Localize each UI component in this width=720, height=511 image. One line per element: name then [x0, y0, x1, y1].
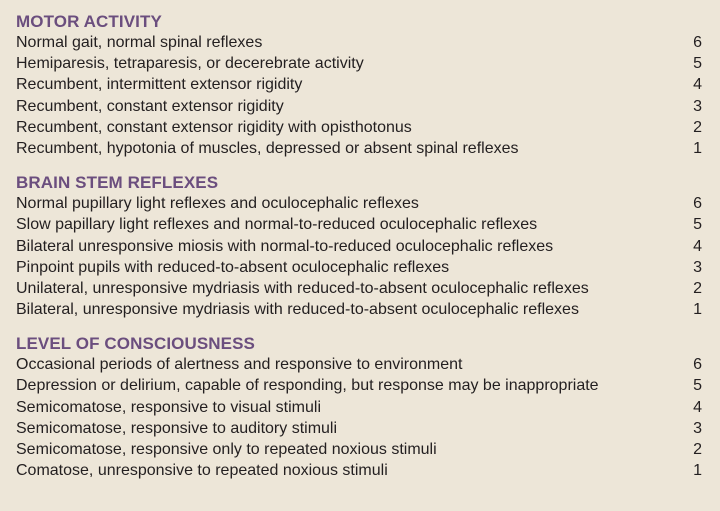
table-row: [16, 74, 702, 95]
table-row: [16, 214, 702, 235]
table-row: [16, 53, 702, 74]
row-score: 1: [693, 301, 702, 319]
row-score: 5: [693, 55, 702, 73]
table-row: [16, 299, 702, 320]
section-level-of-consciousness: [16, 333, 702, 481]
table-row: [16, 138, 702, 159]
table-row: [16, 354, 702, 375]
row-score: 3: [693, 258, 702, 276]
row-description: Normal pupillary light reflexes and oculocephalic reflexes: [16, 195, 419, 213]
row-score: 3: [693, 97, 702, 115]
row-score: 3: [693, 419, 702, 437]
table-row: [16, 193, 702, 214]
table-row: [16, 375, 702, 396]
table-row: [16, 439, 702, 460]
row-score: 6: [693, 34, 702, 51]
table-row: [16, 96, 702, 117]
table-row: [16, 32, 702, 53]
section-title: MOTOR ACTIVITY: [16, 12, 162, 31]
row-score: 4: [693, 76, 702, 94]
row-score: 6: [693, 356, 702, 374]
section-title: BRAIN STEM REFLEXES: [16, 173, 219, 193]
row-description: Bilateral unresponsive miosis with normal-to-reduced oculocephalic reflexes: [16, 237, 554, 255]
row-description: Comatose, unresponsive to repeated noxious stimuli: [16, 462, 388, 480]
row-description: Semicomatose, responsive to auditory stimuli: [16, 419, 338, 437]
row-description: Recumbent, hypotonia of muscles, depressed or absent spinal reflexes: [16, 139, 519, 157]
section-title: LEVEL OF CONSCIOUSNESS: [16, 334, 255, 354]
row-description: Normal gait, normal spinal reflexes: [16, 34, 263, 51]
row-score: 1: [693, 462, 702, 480]
row-score: 4: [693, 398, 702, 416]
table-row: [16, 257, 702, 278]
row-description: Semicomatose, responsive to visual stimuli: [16, 398, 322, 416]
row-score: 2: [693, 118, 702, 136]
row-score: 1: [693, 139, 702, 157]
section-brain-stem-reflexes: [16, 172, 702, 320]
row-score: 5: [693, 377, 702, 395]
row-description: Pinpoint pupils with reduced-to-absent oculocephalic reflexes: [16, 258, 450, 276]
table-row: [16, 418, 702, 439]
row-score: 5: [693, 216, 702, 234]
row-score: 2: [693, 441, 702, 458]
section-motor-activity: [16, 11, 702, 159]
row-description: Slow papillary light reflexes and normal-to-reduced oculocephalic reflexes: [16, 216, 538, 234]
table-row: [16, 397, 702, 418]
row-description: Occasional periods of alertness and responsive to environment: [16, 356, 463, 374]
row-score: 2: [693, 279, 702, 297]
table-row: [16, 278, 702, 299]
row-description: Bilateral, unresponsive mydriasis with reduced-to-absent oculocephalic reflexes: [16, 301, 579, 319]
table-row: [16, 236, 702, 257]
row-score: 6: [693, 195, 702, 213]
row-description: Hemiparesis, tetraparesis, or decerebrate activity: [16, 55, 364, 73]
row-description: Semicomatose, responsive only to repeated noxious stimuli: [16, 441, 437, 458]
row-score: 4: [693, 237, 702, 255]
row-description: Depression or delirium, capable of responding, but response may be inappropriate: [16, 377, 599, 395]
row-description: Recumbent, intermittent extensor rigidity: [16, 76, 303, 94]
table-row: [16, 117, 702, 138]
row-description: Recumbent, constant extensor rigidity with opisthotonus: [16, 118, 412, 136]
row-description: Unilateral, unresponsive mydriasis with reduced-to-absent oculocephalic reflexes: [16, 279, 589, 297]
row-description: Recumbent, constant extensor rigidity: [16, 97, 284, 115]
table-row: [16, 460, 702, 481]
